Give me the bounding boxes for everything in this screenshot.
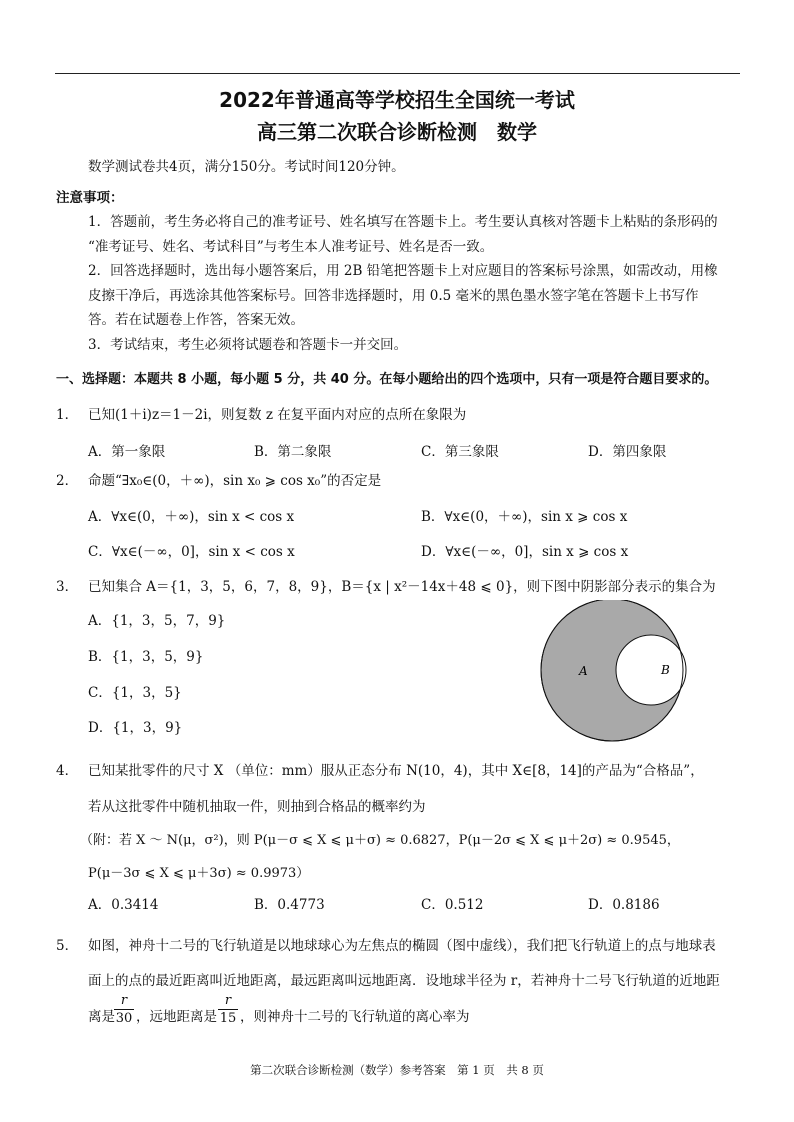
question-stem: 已知集合 A＝{1，3，5，6，7，8，9}，B＝{x | x²－14x＋48 ⩽ 0}，则下图中阴影部分表示的集合为 — [88, 579, 716, 595]
option-c: C．0.512 — [421, 897, 484, 913]
question-stem-line: ，则神舟十二号的飞行轨道的离心率为 — [240, 1009, 470, 1025]
question-number: 2． — [56, 473, 79, 489]
fraction-far — [218, 993, 238, 1026]
section-heading: 一、选择题：本题共 8 小题，每小题 5 分，共 40 分。在每小题给出的四个选项中，只有一项是符合题目要求的。 — [56, 372, 718, 387]
notice-heading: 注意事项： — [56, 190, 124, 206]
option-b: B．{1，3，5，9} — [88, 649, 204, 665]
venn-label-b: B — [661, 663, 670, 677]
question-stem-line: 若从这批零件中随机抽取一件，则抽到合格品的概率约为 — [88, 799, 426, 815]
option-d: D．∀x∈(－∞，0]，sin x ⩾ cos x — [421, 544, 629, 560]
option-b: B．第二象限 — [254, 444, 332, 460]
question-number: 1． — [56, 407, 79, 423]
question-stem: 命题“∃x₀∈(0，＋∞)，sin x₀ ⩾ cos x₀”的否定是 — [88, 473, 382, 489]
intro-text: 数学测试卷共4页，满分150分。考试时间120分钟。 — [88, 159, 405, 175]
top-rule — [55, 73, 740, 74]
fraction-denominator: 30 — [115, 1011, 133, 1026]
notice-line: 2．回答选择题时，选出每小题答案后，用 2B 铅笔把答题卡上对应题目的答案标号涂黑，如需改动，用橡 — [88, 263, 718, 279]
question-note: P(μ－3σ ⩽ X ⩽ μ＋3σ) ≈ 0.9973） — [88, 866, 310, 881]
option-d: D．第四象限 — [588, 444, 667, 460]
fraction-denominator: 15 — [219, 1011, 237, 1026]
question-stem-line: ，远地距离是 — [136, 1009, 217, 1025]
notice-line: 答。若在试题卷上作答，答案无效。 — [88, 312, 304, 328]
option-a: A．第一象限 — [88, 444, 166, 460]
page-subtitle: 高三第二次联合诊断检测 数学 — [257, 120, 537, 144]
option-d: D．{1，3，9} — [88, 720, 183, 736]
fraction-near — [114, 993, 134, 1026]
question-note: （附：若 X ～ N(μ，σ²)，则 P(μ－σ ⩽ X ⩽ μ＋σ) ≈ 0.6827，P(μ－2σ ⩽ X ⩽ μ＋2σ) ≈ 0.9545， — [80, 833, 680, 848]
option-b: B．0.4773 — [254, 897, 325, 913]
option-a: A．{1，3，5，7，9} — [88, 613, 226, 629]
venn-diagram — [530, 600, 700, 750]
notice-line: 3．考试结束，考生必须将试题卷和答题卡一并交回。 — [88, 337, 408, 353]
question-stem: 已知某批零件的尺寸 X （单位：mm）服从正态分布 N(10，4)，其中 X∈[8，14]的产品为“合格品”， — [88, 763, 704, 779]
fraction-numerator: r — [120, 993, 128, 1008]
question-stem-line: 面上的点的最近距离叫近地距离，最远距离叫远地距离．设地球半径为 r，若神舟十二号飞行轨道的近地距 — [88, 973, 720, 989]
fraction-numerator: r — [224, 993, 232, 1008]
notice-line: “准考证号、姓名、考试科目”与考生本人准考证号、姓名是否一致。 — [88, 239, 494, 255]
question-number: 3． — [56, 579, 79, 595]
question-stem-line: 离是 — [88, 1009, 115, 1025]
notice-line: 1．答题前，考生务必将自己的准考证号、姓名填写在答题卡上。考生要认真核对答题卡上粘贴的条形码的 — [88, 214, 718, 230]
option-a: A．0.3414 — [88, 897, 159, 913]
option-c: C．∀x∈(－∞，0]，sin x < cos x — [88, 544, 295, 560]
venn-label-a: A — [579, 664, 588, 678]
option-b: B．∀x∈(0，＋∞)，sin x ⩾ cos x — [421, 509, 628, 525]
option-c: C．第三象限 — [421, 444, 499, 460]
notice-line: 皮擦干净后，再选涂其他答案标号。回答非选择题时，用 0.5 毫米的黑色墨水签字笔在答题卡上书写作 — [88, 288, 699, 304]
page-footer: 第二次联合诊断检测（数学）参考答案 第 1 页 共 8 页 — [250, 1063, 544, 1077]
venn-set-b — [616, 635, 686, 705]
page-title: 2022年普通高等学校招生全国统一考试 — [219, 88, 575, 112]
question-number: 4． — [56, 763, 79, 779]
option-d: D．0.8186 — [588, 897, 660, 913]
question-stem: 已知(1＋i)z＝1－2i，则复数 z 在复平面内对应的点所在象限为 — [88, 407, 467, 423]
question-number: 5． — [56, 938, 79, 954]
option-c: C．{1，3，5} — [88, 685, 182, 701]
option-a: A．∀x∈(0，＋∞)，sin x < cos x — [88, 509, 295, 525]
question-stem: 如图，神舟十二号的飞行轨道是以地球球心为左焦点的椭圆（图中虚线），我们把飞行轨道上的点与地球表 — [88, 938, 716, 954]
